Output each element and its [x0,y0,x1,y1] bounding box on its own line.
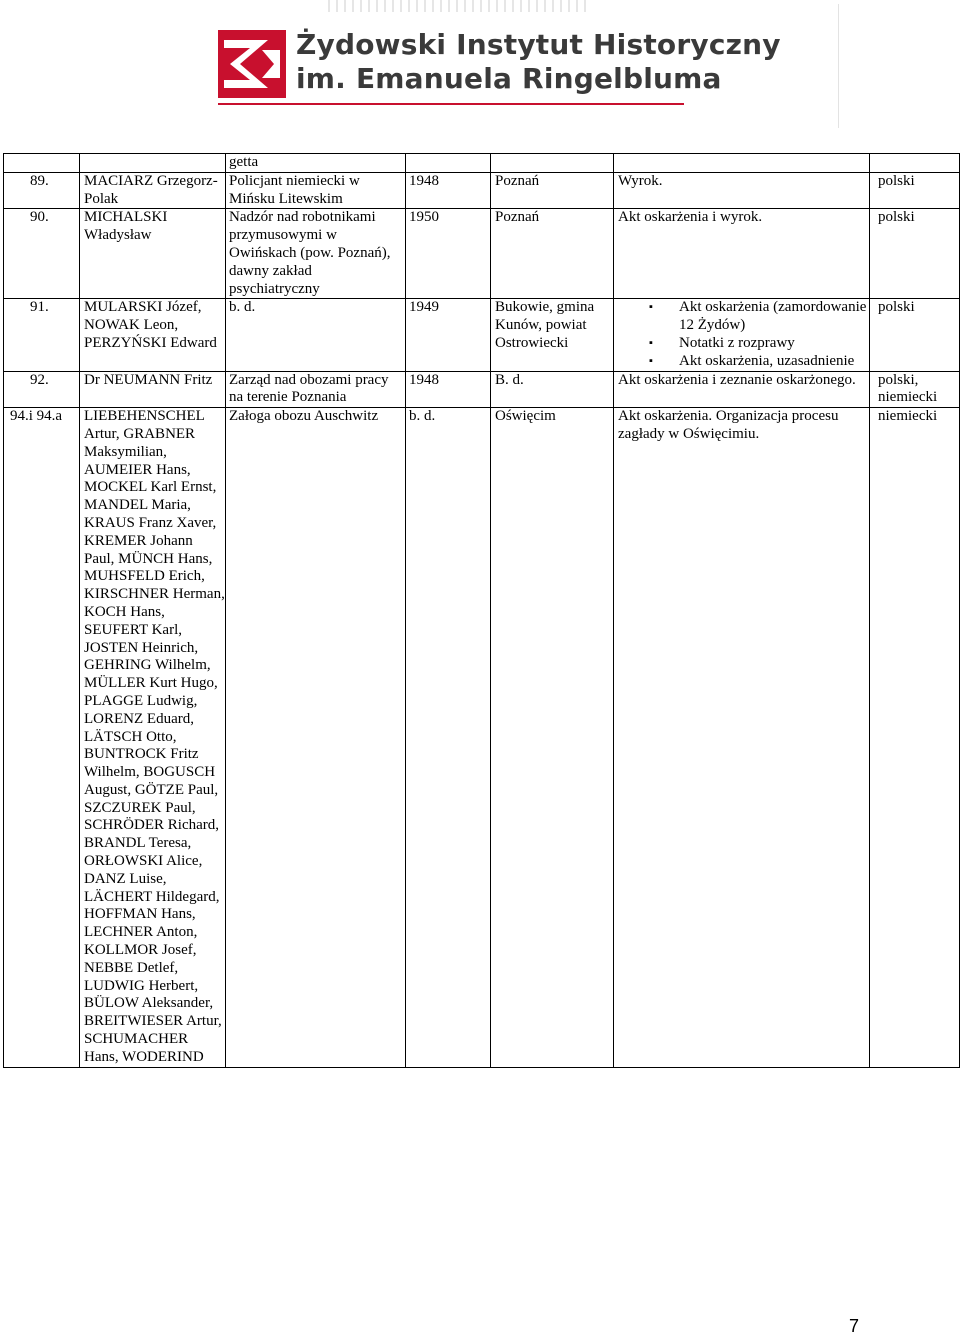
row-number: 91. [4,299,80,371]
document-list [618,299,869,370]
row-place: Poznań [491,172,614,209]
table-row [4,172,960,209]
row-names [80,154,226,173]
row-year: 1950 [406,209,491,299]
row-documents: Akt oskarżenia i wyrok. [614,209,870,299]
row-year [406,154,491,173]
row-place: Poznań [491,209,614,299]
row-names: Dr NEUMANN Fritz [80,371,226,408]
page-number: 7 [849,1316,860,1336]
row-documents [614,299,870,371]
table-row [4,209,960,299]
table-row [4,154,960,173]
row-language: niemiecki [870,408,960,1067]
row-year: 1948 [406,172,491,209]
row-number [4,154,80,173]
row-names: LIEBEHENSCHEL Artur, GRABNER Maksymilian, AUMEIER Hans, MOCKEL Karl Ernst, MANDEL Maria, KRAUS Franz Xaver, KREMER Johann Paul, MÜNCH Hans, MUHSFELD Erich, KIRSCHNER Herman, KOCH Hans, SEUFERT Karl, JOSTEN Heinrich, GEHRING Wilhelm, MÜLLER Kurt Hugo, PLAGGE Ludwig, LORENZ Eduard, LÄTSCH Otto, BUNTROCK Fritz Wilhelm, BOGUSCH August, GÖTZE Paul, SZCZUREK Paul, SCHRÖDER Richard, BRANDL Teresa, ORŁOWSKI Alice, DANZ Luise, LÄCHERT Hildegard, HOFFMAN Hans, LECHNER Anton, KOLLMOR Josef, NEBBE Detlef, LUDWIG Herbert, BÜLOW Aleksander, BREITWIESER Artur, SCHUMACHER Hans, WODERIND [80,408,226,1067]
row-language: polski [870,299,960,371]
row-place [491,154,614,173]
row-year: b. d. [406,408,491,1067]
row-documents: Wyrok. [614,172,870,209]
row-documents: Akt oskarżenia i zeznanie oskarżonego. [614,371,870,408]
row-names: MICHALSKI Władysław [80,209,226,299]
table-row [4,408,960,1067]
table-row [4,299,960,371]
row-description: b. d. [226,299,406,371]
row-number: 90. [4,209,80,299]
row-place: Oświęcim [491,408,614,1067]
zih-logo-icon [218,30,286,98]
row-description: getta [226,154,406,173]
row-place: B. d. [491,371,614,408]
row-year: 1948 [406,371,491,408]
row-number: 92. [4,371,80,408]
table-row [4,371,960,408]
row-names: MACIARZ Grzegorz- Polak [80,172,226,209]
header-divider [838,4,839,128]
list-item: ▪ Akt oskarżenia (zamordowanie 12 Żydów) [679,299,869,335]
institute-name: Żydowski Instytut Historyczny [296,28,781,61]
row-number: 94.i 94.a [4,408,80,1067]
row-number: 89. [4,172,80,209]
records-table [3,153,960,1068]
list-item: ▪ Akt oskarżenia, uzasadnienie [679,353,869,371]
header-decoration [328,0,588,12]
row-language [870,154,960,173]
header-accent-bar [218,103,684,105]
row-documents: Akt oskarżenia. Organizacja procesu zagłady w Oświęcimiu. [614,408,870,1067]
row-description: Nadzór nad robotnikami przymusowymi w Owińskach (pow. Poznań), dawny zakład psychiatryczny [226,209,406,299]
row-language: polski, niemiecki [870,371,960,408]
row-language: polski [870,172,960,209]
row-names: MULARSKI Józef, NOWAK Leon, PERZYŃSKI Edward [80,299,226,371]
row-language: polski [870,209,960,299]
row-documents [614,154,870,173]
row-description: Załoga obozu Auschwitz [226,408,406,1067]
list-item: ▪ Notatki z rozprawy [679,335,869,353]
row-place: Bukowie, gmina Kunów, powiat Ostrowiecki [491,299,614,371]
institute-patron: im. Emanuela Ringelbluma [296,62,722,95]
row-description: Policjant niemiecki w Mińsku Litewskim [226,172,406,209]
page-header [0,0,960,140]
row-description: Zarząd nad obozami pracy na terenie Poznania [226,371,406,408]
row-year: 1949 [406,299,491,371]
